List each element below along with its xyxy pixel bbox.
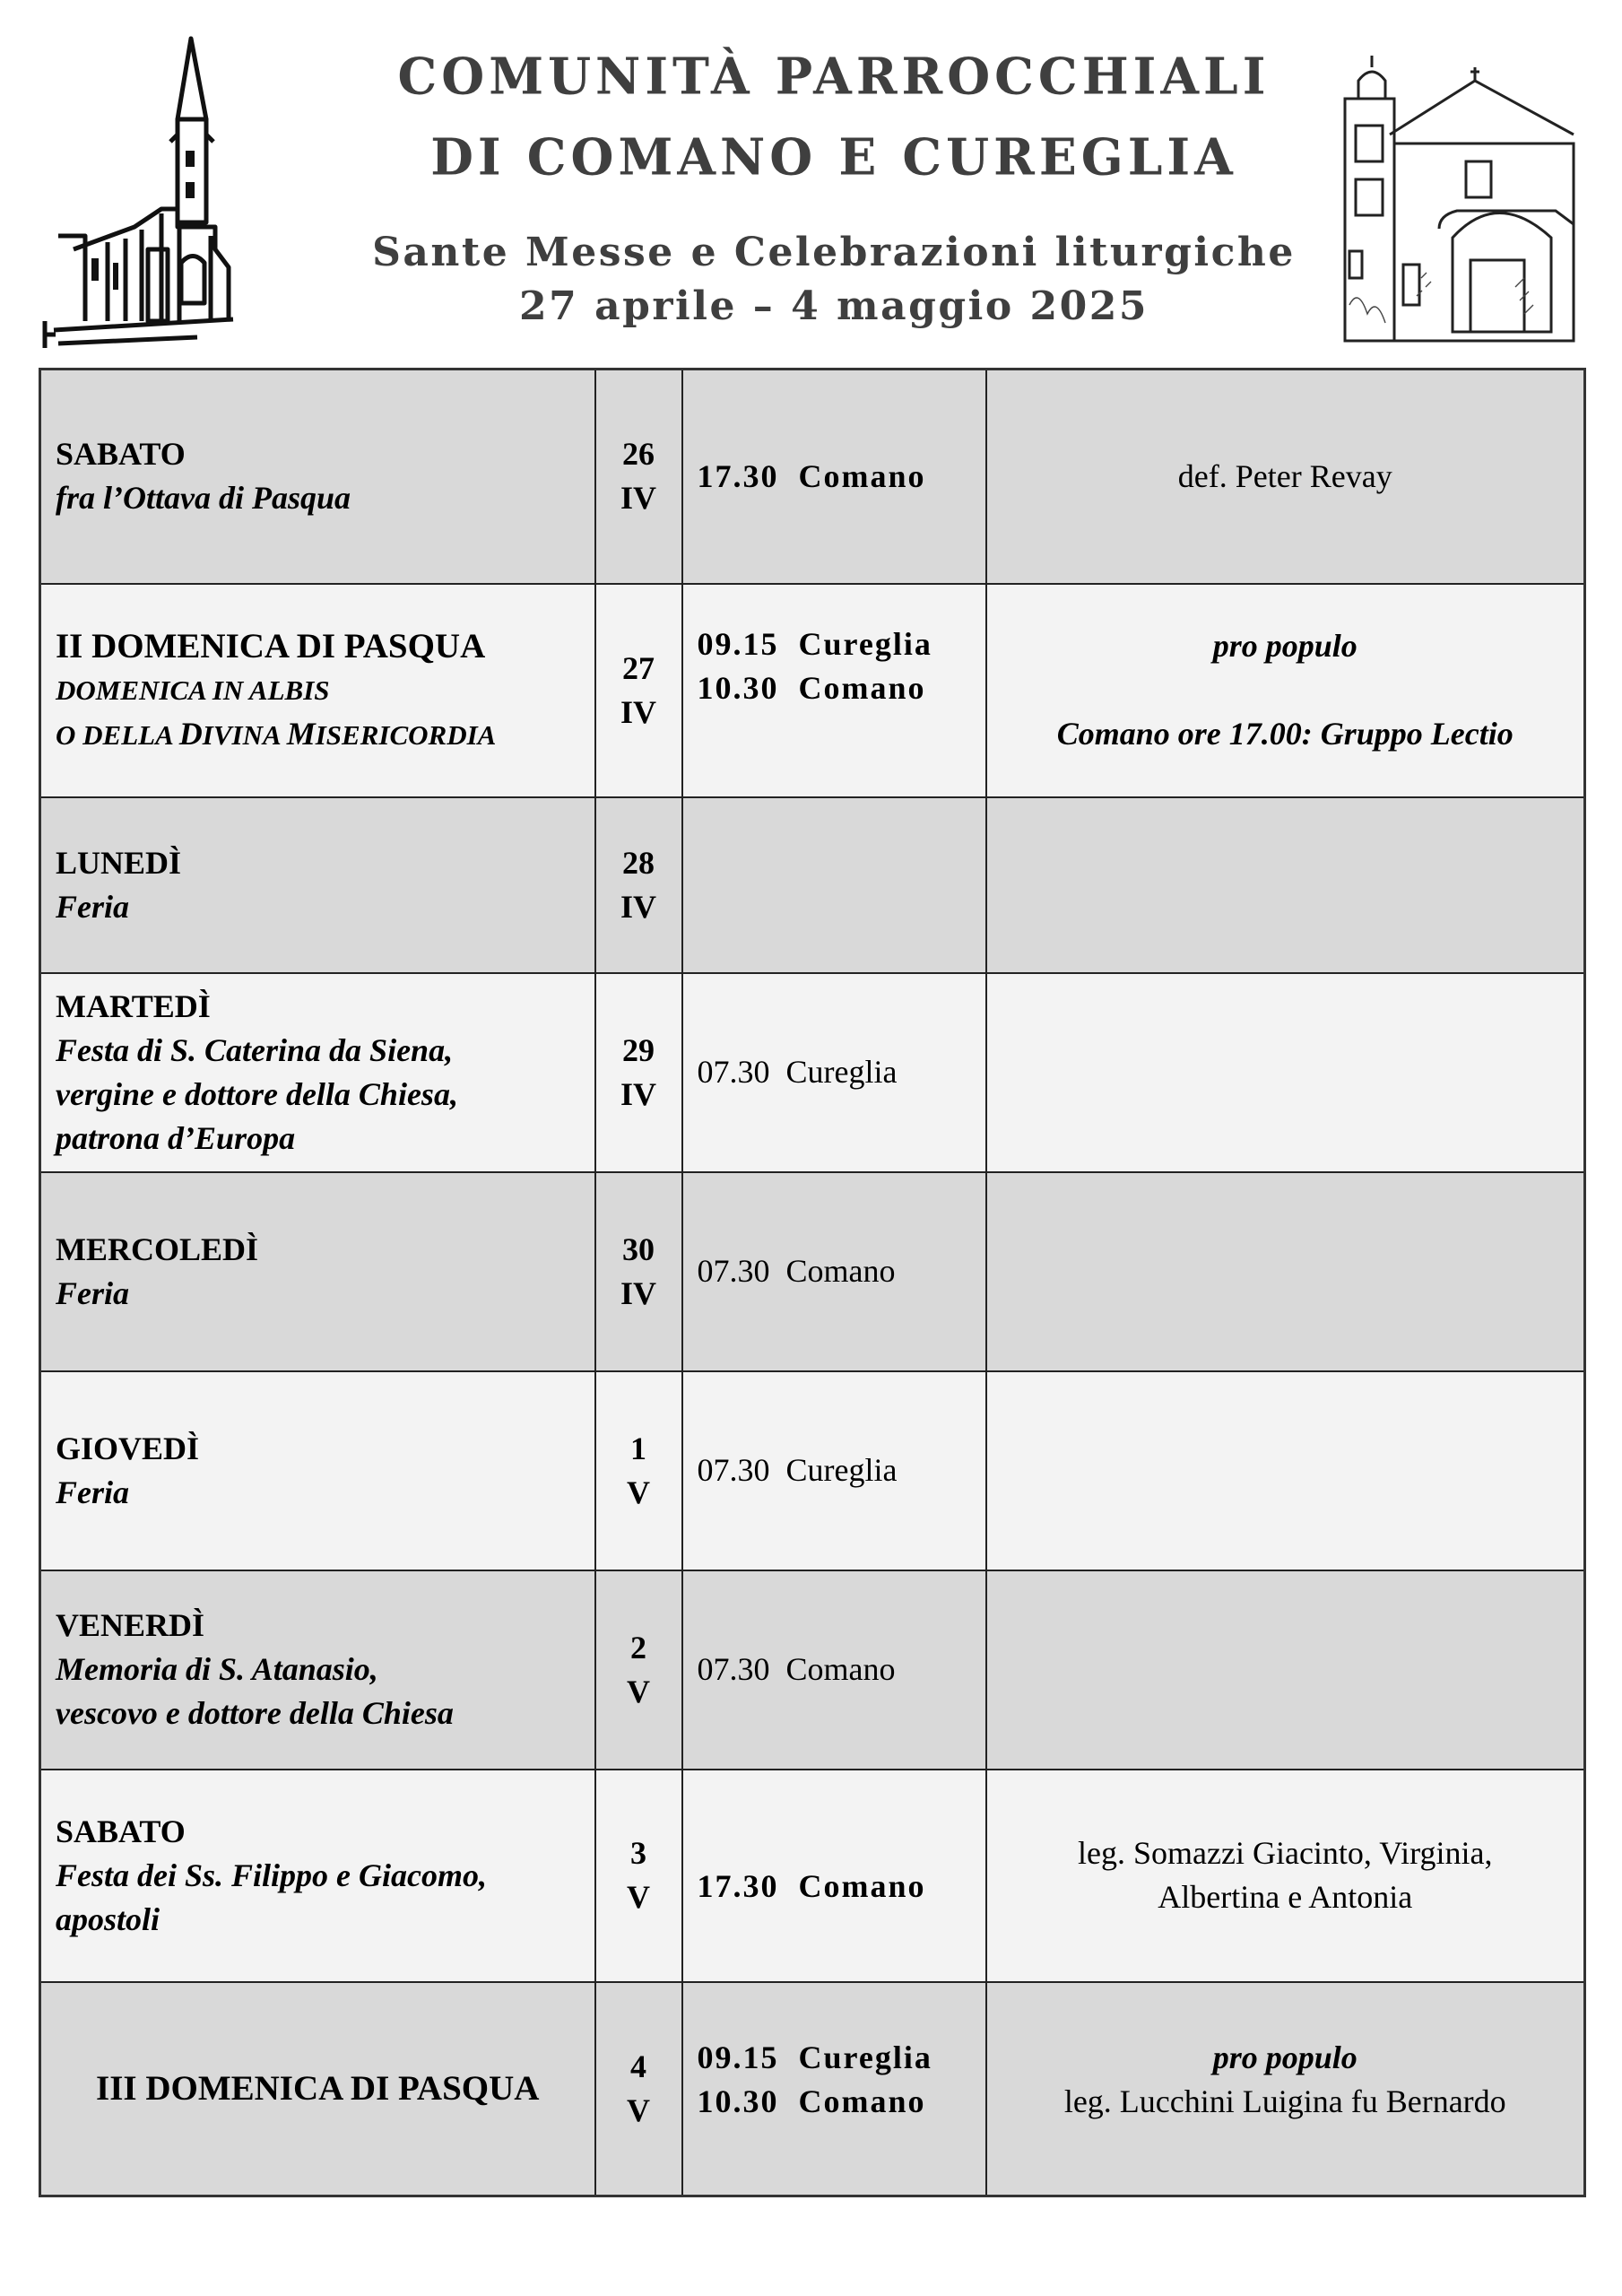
feast-fragment: ISERICORDIA — [315, 718, 497, 751]
date-month: V — [627, 1673, 650, 1709]
mass-time: 07.30 Comano — [697, 1651, 896, 1687]
date-month: V — [627, 1879, 650, 1915]
date-month: V — [627, 2092, 650, 2128]
mass-time: 10.30 Comano — [697, 2083, 926, 2119]
intention-cell — [986, 1172, 1585, 1371]
date-day: 29 — [622, 1031, 655, 1068]
day-name: SABATO — [56, 1813, 186, 1849]
date-day: 30 — [622, 1231, 655, 1267]
feast-line: fra l’Ottava di Pasqua — [56, 480, 351, 517]
event-note: Comano ore 17.00: Gruppo Lectio — [1056, 716, 1514, 752]
liturgical-day-cell — [40, 370, 595, 584]
day-name: GIOVEDÌ — [56, 1430, 200, 1466]
feast-fragment: O DELLA — [56, 718, 179, 751]
liturgical-day-cell — [40, 973, 595, 1172]
date-day: 27 — [622, 649, 655, 686]
feast-line: Feria — [56, 888, 130, 925]
page-title-line-1: COMUNITÀ PARROCCHIALI — [397, 46, 1271, 106]
mass-time-cell — [682, 797, 986, 973]
day-name: MERCOLEDÌ — [56, 1231, 259, 1267]
date-cell — [595, 1770, 682, 1982]
liturgical-day-cell — [40, 797, 595, 973]
feast-line: Memoria di S. Atanasio, — [56, 1651, 378, 1687]
feast-line: patrona d’Europa — [56, 1119, 296, 1156]
table-row — [40, 1982, 1585, 2196]
table-row — [40, 584, 1585, 797]
intention-text: pro populo — [1212, 628, 1357, 664]
intention-cell — [986, 797, 1585, 973]
intention-cell — [986, 584, 1585, 797]
feast-fragment: D — [178, 715, 203, 752]
intention-text: leg. Lucchini Luigina fu Bernardo — [1063, 2083, 1506, 2119]
day-name: II DOMENICA DI PASQUA — [56, 626, 486, 665]
date-cell — [595, 370, 682, 584]
feast-line: vergine e dottore della Chiesa, — [56, 1075, 458, 1112]
page-title-line-2: DI COMANO E CUREGLIA — [430, 126, 1237, 187]
document-header — [341, 36, 1327, 334]
feast-line: Feria — [56, 1274, 130, 1311]
intention-text: Albertina e Antonia — [1158, 1879, 1413, 1915]
intention-cell — [986, 973, 1585, 1172]
liturgical-day-cell — [40, 1570, 595, 1770]
page-subtitle: Sante Messe e Celebrazioni liturgiche — [372, 230, 1296, 275]
feast-line: Festa di S. Caterina da Siena, — [56, 1031, 454, 1068]
intention-cell — [986, 1371, 1585, 1570]
mass-time: 07.30 Cureglia — [697, 1452, 898, 1488]
mass-schedule-table — [39, 368, 1586, 2197]
table-row — [40, 973, 1585, 1172]
feast-line: DOMENICA IN ALBIS — [56, 674, 330, 706]
day-name: SABATO — [56, 436, 186, 473]
mass-time-cell — [682, 584, 986, 797]
date-day: 2 — [630, 1629, 646, 1665]
table-row — [40, 370, 1585, 584]
table-row — [40, 1371, 1585, 1570]
feast-line: apostoli — [56, 1900, 160, 1937]
feast-fragment: M — [286, 715, 316, 752]
feast-line: Feria — [56, 1474, 130, 1510]
date-range: 27 aprile – 4 maggio 2025 — [519, 283, 1149, 329]
date-cell — [595, 584, 682, 797]
date-month: IV — [620, 1075, 656, 1112]
day-name: LUNEDÌ — [56, 844, 182, 881]
mass-time: 17.30 Comano — [697, 457, 926, 494]
date-day: 28 — [622, 844, 655, 881]
table-row — [40, 1172, 1585, 1371]
mass-time-cell — [682, 1982, 986, 2196]
table-row — [40, 1770, 1585, 1982]
table-row — [40, 1570, 1585, 1770]
liturgical-day-cell — [40, 584, 595, 797]
day-name: MARTEDÌ — [56, 987, 211, 1024]
mass-time: 07.30 Cureglia — [697, 1054, 898, 1090]
chapel-facade-illustration — [1336, 45, 1576, 354]
intention-text: pro populo — [1212, 2039, 1357, 2075]
feast-line — [56, 712, 594, 757]
date-cell — [595, 797, 682, 973]
date-day: 3 — [630, 1835, 646, 1871]
mass-time-cell — [682, 1371, 986, 1570]
intention-cell — [986, 1982, 1585, 2196]
date-month: IV — [620, 888, 656, 925]
feast-line: vescovo e dottore della Chiesa — [56, 1695, 454, 1731]
table-row — [40, 797, 1585, 973]
mass-time-cell — [682, 370, 986, 584]
spacer — [987, 668, 1584, 712]
date-month: IV — [620, 1274, 656, 1311]
mass-time-cell — [682, 1770, 986, 1982]
date-cell — [595, 1371, 682, 1570]
intention-cell — [986, 1570, 1585, 1770]
intention-text: def. Peter Revay — [1177, 457, 1392, 494]
mass-time: 17.30 Comano — [697, 1867, 926, 1904]
date-month: V — [627, 1474, 650, 1510]
date-month: IV — [620, 693, 656, 730]
intention-cell — [986, 370, 1585, 584]
mass-time-cell — [682, 1172, 986, 1371]
mass-time: 09.15 Cureglia — [697, 2039, 932, 2075]
liturgical-day-cell — [40, 1982, 595, 2196]
church-bell-tower-illustration — [36, 34, 341, 352]
mass-time: 07.30 Comano — [697, 1253, 896, 1289]
liturgical-day-cell — [40, 1371, 595, 1570]
feast-fragment: IVINA — [202, 718, 287, 751]
date-day: 4 — [630, 2048, 646, 2084]
date-month: IV — [620, 480, 656, 517]
mass-time-cell — [682, 1570, 986, 1770]
date-cell — [595, 973, 682, 1172]
liturgical-day-cell — [40, 1770, 595, 1982]
intention-text: leg. Somazzi Giacinto, Virginia, — [1078, 1835, 1493, 1871]
day-name: III DOMENICA DI PASQUA — [96, 2069, 540, 2109]
date-cell — [595, 1570, 682, 1770]
date-day: 26 — [622, 436, 655, 473]
date-cell — [595, 1982, 682, 2196]
date-day: 1 — [630, 1430, 646, 1466]
date-cell — [595, 1172, 682, 1371]
mass-time: 09.15 Cureglia — [697, 625, 932, 662]
day-name: VENERDÌ — [56, 1607, 205, 1643]
intention-cell — [986, 1770, 1585, 1982]
feast-line: Festa dei Ss. Filippo e Giacomo, — [56, 1857, 487, 1893]
mass-time: 10.30 Comano — [697, 669, 926, 706]
liturgical-day-cell — [40, 1172, 595, 1371]
mass-time-cell — [682, 973, 986, 1172]
